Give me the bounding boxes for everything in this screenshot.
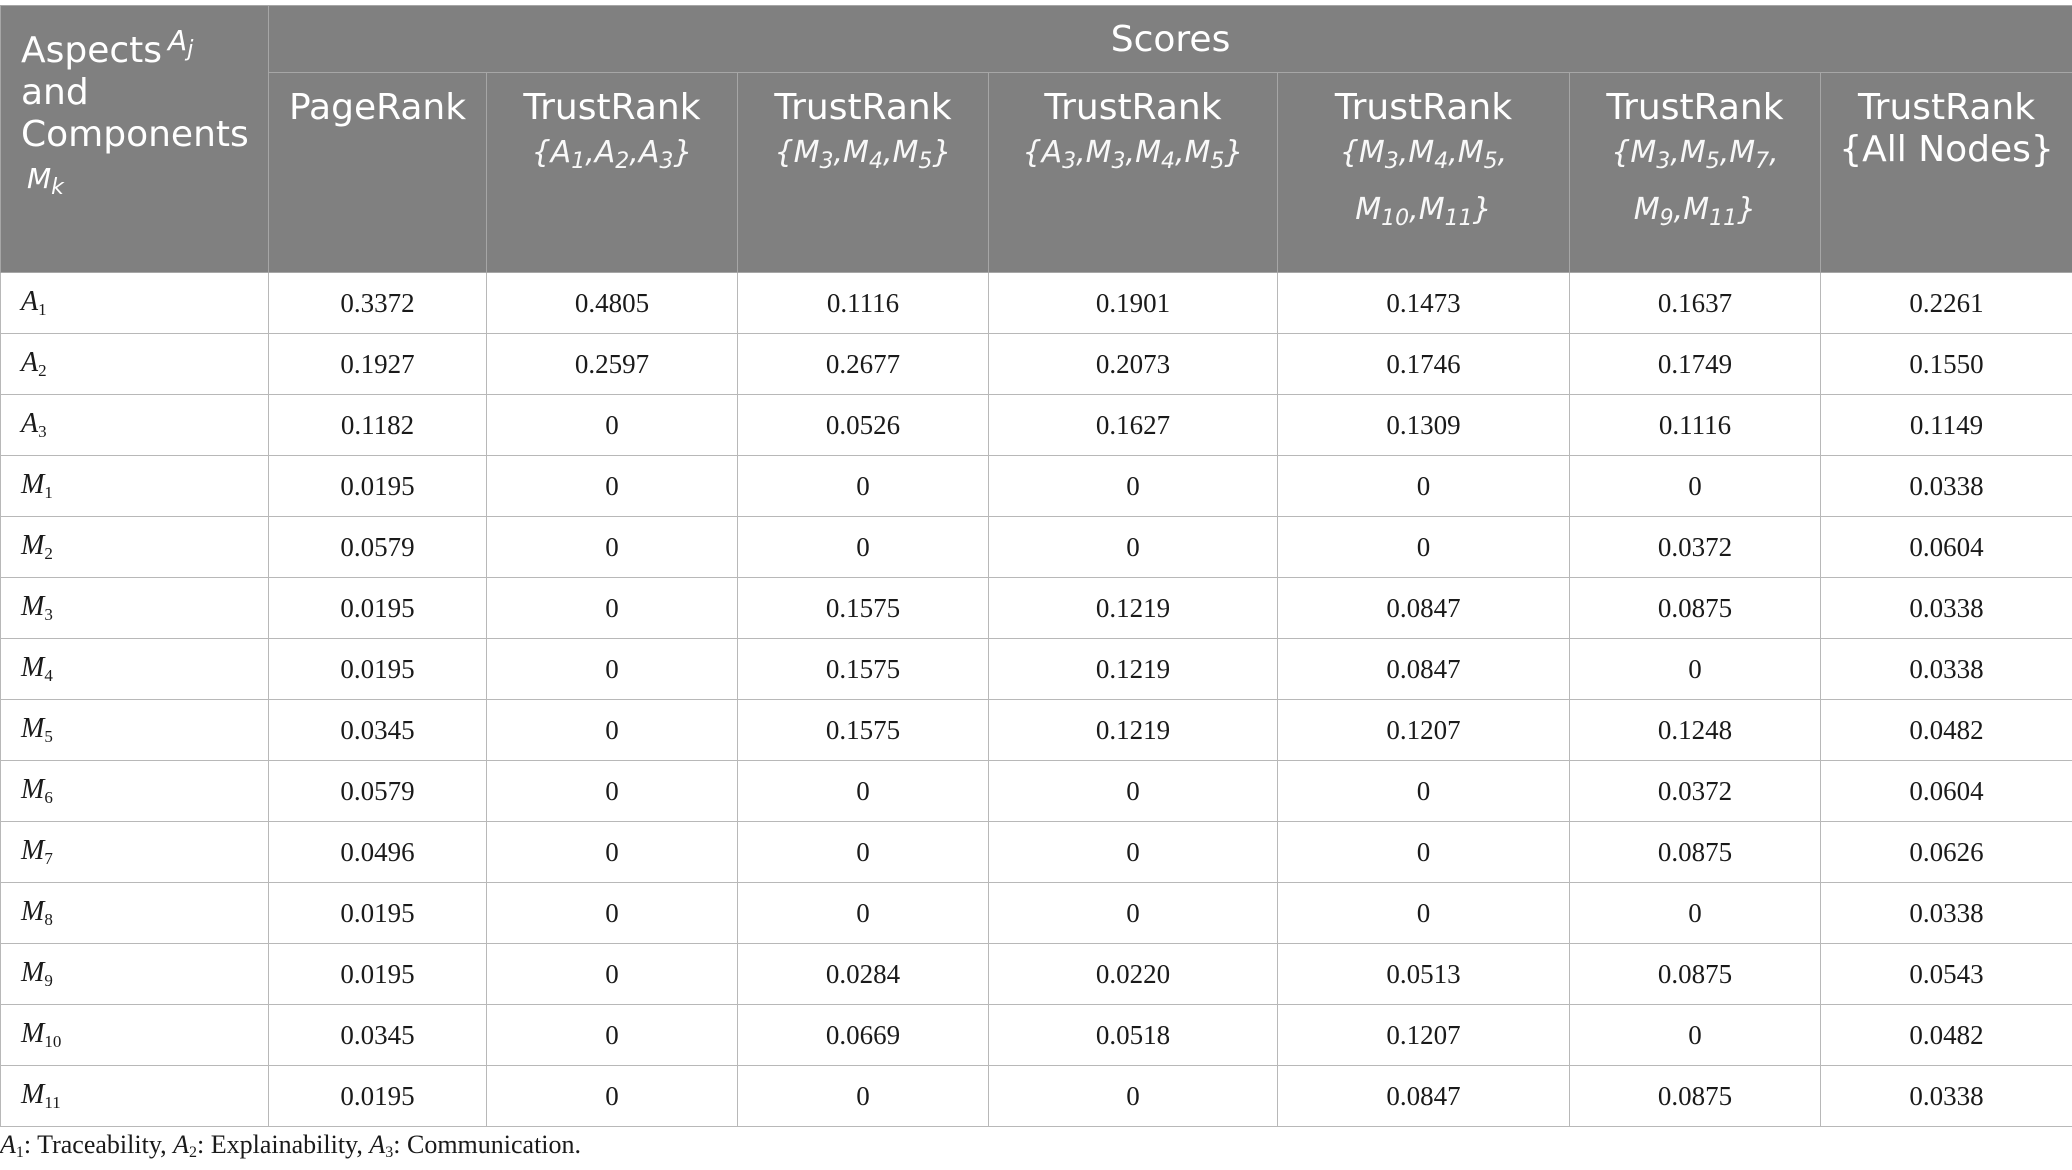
score-cell: 0.1901 <box>989 273 1278 334</box>
score-cell: 0.0604 <box>1821 761 2072 822</box>
score-cell: 0.2597 <box>487 334 738 395</box>
score-cell: 0 <box>1278 456 1570 517</box>
footnote-symbol: $A_1$ <box>0 1130 24 1161</box>
footnote-symbol: $A_2$ <box>173 1130 198 1161</box>
score-cell: 0.1116 <box>1570 395 1821 456</box>
column-title: PageRank <box>288 87 467 128</box>
column-header-3 <box>738 73 989 273</box>
score-cell: 0 <box>1570 456 1821 517</box>
table-row <box>1 517 2072 578</box>
score-cell: 0.0526 <box>738 395 989 456</box>
table-row <box>1 395 2072 456</box>
column-title: TrustRank <box>1044 87 1222 128</box>
row-label: $A_1$ <box>1 273 269 334</box>
score-cell: 0.0345 <box>269 1005 487 1066</box>
score-cell: 0 <box>487 944 738 1005</box>
score-cell: 0.1219 <box>989 700 1278 761</box>
row-header-cell <box>1 6 269 273</box>
score-cell: 0.0579 <box>269 761 487 822</box>
score-cell: 0 <box>487 578 738 639</box>
table-row <box>1 883 2072 944</box>
corner-label-line2: and <box>21 72 89 113</box>
score-cell: 0 <box>738 517 989 578</box>
header-row-group <box>1 6 2072 73</box>
score-cell: 0 <box>487 1005 738 1066</box>
score-cell: 0 <box>738 456 989 517</box>
score-cell: 0 <box>1278 517 1570 578</box>
seed-set-label: $\{M_3,M_4,M_5\}$ <box>774 135 952 174</box>
score-cell: 0.0875 <box>1570 822 1821 883</box>
score-cell: 0.1149 <box>1821 395 2072 456</box>
score-cell: 0.0496 <box>269 822 487 883</box>
score-cell: 0.0875 <box>1570 578 1821 639</box>
score-cell: 0.1248 <box>1570 700 1821 761</box>
score-cell: 0.0338 <box>1821 639 2072 700</box>
score-cell: 0.0579 <box>269 517 487 578</box>
score-cell: 0.3372 <box>269 273 487 334</box>
row-label: $M_5$ <box>1 700 269 761</box>
score-cell: 0.0513 <box>1278 944 1570 1005</box>
score-cell: 0 <box>487 822 738 883</box>
score-cell: 0.0338 <box>1821 883 2072 944</box>
score-cell: 0.0195 <box>269 456 487 517</box>
column-header-1 <box>269 73 487 273</box>
table-row <box>1 1066 2072 1127</box>
table-row <box>1 761 2072 822</box>
score-cell: 0.4805 <box>487 273 738 334</box>
score-cell: 0.0220 <box>989 944 1278 1005</box>
footnote-text: : Communication. <box>393 1130 582 1159</box>
score-cell: 0.0543 <box>1821 944 2072 1005</box>
column-title: TrustRank <box>774 87 952 128</box>
score-cell: 0.0875 <box>1570 944 1821 1005</box>
table-footnote <box>0 1130 581 1162</box>
score-cell: 0.0195 <box>269 944 487 1005</box>
column-title: TrustRank <box>1857 87 2036 128</box>
score-cell: 0.1575 <box>738 578 989 639</box>
seed-set-label: {$M_3,M_4,M_5$, <box>1339 135 1508 174</box>
score-cell: 0.1749 <box>1570 334 1821 395</box>
column-title: TrustRank <box>1606 87 1784 128</box>
score-cell: 0 <box>1278 761 1570 822</box>
score-cell: 0.1182 <box>269 395 487 456</box>
score-cell: 0 <box>989 1066 1278 1127</box>
score-cell: 0 <box>989 761 1278 822</box>
seed-set-label: {$M_3,M_5,M_7$, <box>1611 135 1779 174</box>
score-cell: 0 <box>738 822 989 883</box>
score-cell: 0.0604 <box>1821 517 2072 578</box>
column-header-4 <box>989 73 1278 273</box>
row-label: $M_7$ <box>1 822 269 883</box>
row-label: $M_{11}$ <box>1 1066 269 1127</box>
score-cell: 0.2677 <box>738 334 989 395</box>
score-cell: 0 <box>1570 639 1821 700</box>
score-cell: 0 <box>487 1066 738 1127</box>
score-cell: 0 <box>487 639 738 700</box>
corner-label-line3: Components <box>21 114 249 155</box>
score-cell: 0.1927 <box>269 334 487 395</box>
score-cell: 0.1116 <box>738 273 989 334</box>
score-cell: 0.0847 <box>1278 1066 1570 1127</box>
score-cell: 0.1219 <box>989 578 1278 639</box>
score-cell: 0.1550 <box>1821 334 2072 395</box>
table-row <box>1 273 2072 334</box>
row-label: $M_6$ <box>1 761 269 822</box>
table-row <box>1 578 2072 639</box>
footnote-symbol: $A_3$ <box>369 1130 394 1161</box>
score-cell: 0.0195 <box>269 578 487 639</box>
score-cell: 0 <box>989 883 1278 944</box>
seed-set-label: $M_9,M_{11}$} <box>1633 192 1757 231</box>
seed-set-label: $\{A_3,M_3,M_4,M_5\}$ <box>1022 135 1244 174</box>
score-cell: 0 <box>989 822 1278 883</box>
score-cell: 0 <box>1570 1005 1821 1066</box>
score-cell: 0.1473 <box>1278 273 1570 334</box>
score-cell: 0.2073 <box>989 334 1278 395</box>
score-cell: 0 <box>487 700 738 761</box>
score-cell: 0 <box>738 883 989 944</box>
table-row <box>1 944 2072 1005</box>
score-cell: 0.1575 <box>738 639 989 700</box>
score-cell: 0 <box>487 456 738 517</box>
scores-table <box>0 5 2072 1127</box>
row-label: $M_9$ <box>1 944 269 1005</box>
column-header-2 <box>487 73 738 273</box>
score-cell: 0.0518 <box>989 1005 1278 1066</box>
score-cell: 0 <box>487 883 738 944</box>
score-cell: 0.0195 <box>269 883 487 944</box>
row-label: $M_1$ <box>1 456 269 517</box>
table-row <box>1 700 2072 761</box>
score-cell: 0 <box>738 761 989 822</box>
score-cell: 0 <box>1570 883 1821 944</box>
score-cell: 0.0482 <box>1821 700 2072 761</box>
score-cell: 0.0338 <box>1821 1066 2072 1127</box>
score-cell: 0.0338 <box>1821 578 2072 639</box>
score-cell: 0.0847 <box>1278 578 1570 639</box>
table-row <box>1 639 2072 700</box>
column-header-row <box>1 73 2072 273</box>
score-cell: 0.0669 <box>738 1005 989 1066</box>
score-cell: 0.1207 <box>1278 700 1570 761</box>
table-row <box>1 456 2072 517</box>
score-cell: 0.0284 <box>738 944 989 1005</box>
column-header-6 <box>1570 73 1821 273</box>
table-body <box>1 273 2072 1127</box>
row-label: $M_{10}$ <box>1 1005 269 1066</box>
score-cell: 0.1309 <box>1278 395 1570 456</box>
score-cell: 0.0482 <box>1821 1005 2072 1066</box>
row-label: $A_2$ <box>1 334 269 395</box>
footnote-text: : Traceability, <box>23 1130 174 1159</box>
score-cell: 0 <box>487 517 738 578</box>
score-cell: 0.0372 <box>1570 761 1821 822</box>
table-row <box>1 334 2072 395</box>
score-cell: 0 <box>1278 822 1570 883</box>
score-cell: 0 <box>989 456 1278 517</box>
scores-group-header: Scores <box>269 6 2072 73</box>
footnote-text: : Explainability, <box>197 1130 370 1159</box>
row-label: $M_8$ <box>1 883 269 944</box>
score-cell: 0.0372 <box>1570 517 1821 578</box>
score-cell: 0.0338 <box>1821 456 2072 517</box>
column-title: TrustRank <box>523 87 701 128</box>
score-cell: 0.1746 <box>1278 334 1570 395</box>
score-cell: 0.2261 <box>1821 273 2072 334</box>
column-header-7 <box>1821 73 2072 273</box>
score-cell: 0.1637 <box>1570 273 1821 334</box>
score-cell: 0.0195 <box>269 1066 487 1127</box>
table-row <box>1 822 2072 883</box>
score-cell: 0 <box>487 761 738 822</box>
row-label: $A_3$ <box>1 395 269 456</box>
row-label: $M_2$ <box>1 517 269 578</box>
score-cell: 0.1207 <box>1278 1005 1570 1066</box>
column-header-5 <box>1278 73 1570 273</box>
score-cell: 0.0875 <box>1570 1066 1821 1127</box>
score-cell: 0 <box>738 1066 989 1127</box>
component-symbol: $M_k$ <box>27 162 64 200</box>
seed-set-label: {All Nodes} <box>1839 129 2054 170</box>
seed-set-label: $M_{10},M_{11}$} <box>1355 192 1492 231</box>
score-cell: 0.0847 <box>1278 639 1570 700</box>
score-cell: 0.1575 <box>738 700 989 761</box>
score-cell: 0.0345 <box>269 700 487 761</box>
row-label: $M_4$ <box>1 639 269 700</box>
seed-set-label: $\{A_1,A_2,A_3\}$ <box>531 135 693 174</box>
score-cell: 0 <box>487 395 738 456</box>
score-cell: 0.0626 <box>1821 822 2072 883</box>
table-row <box>1 1005 2072 1066</box>
corner-label-line1: Aspects <box>21 30 163 71</box>
score-cell: 0.0195 <box>269 639 487 700</box>
row-label: $M_3$ <box>1 578 269 639</box>
score-cell: 0.1219 <box>989 639 1278 700</box>
score-cell: 0.1627 <box>989 395 1278 456</box>
score-cell: 0 <box>989 517 1278 578</box>
aspect-symbol: Aj <box>168 24 194 62</box>
score-cell: 0 <box>1278 883 1570 944</box>
column-title: TrustRank <box>1334 87 1513 128</box>
